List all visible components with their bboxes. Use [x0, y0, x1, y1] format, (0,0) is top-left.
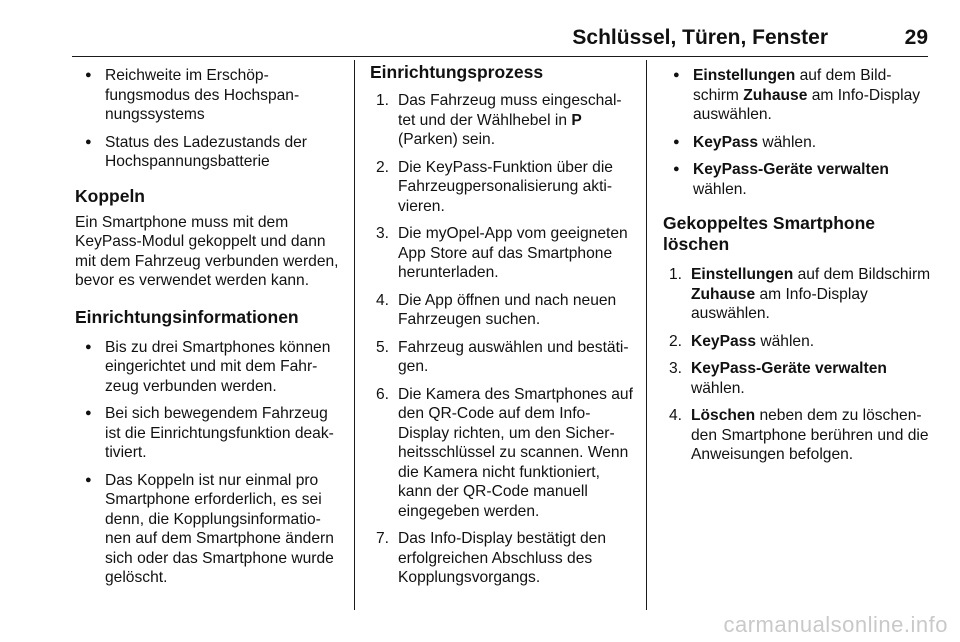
list-item — [669, 265, 933, 324]
bold-term: Einstellungen — [691, 266, 794, 283]
bold-term: KeyPass — [693, 133, 759, 151]
step-text: Fahrzeug auswählen und bestäti-gen. — [398, 338, 629, 375]
step-text: Das Info-Display bestätigt den erfolgreichen Abschluss des Kopplungsvorgangs. — [398, 530, 607, 586]
delete-steps — [663, 265, 933, 465]
list-item — [663, 66, 933, 125]
bold-term: KeyPass-Geräte verwalten — [693, 161, 889, 178]
page-header — [72, 26, 928, 57]
item-text: wählen. — [693, 180, 747, 198]
column-2 — [370, 62, 635, 596]
page-number: 29 — [904, 26, 928, 49]
watermark: carmanualsonline.info — [723, 612, 948, 637]
bold-term: Zuhause — [743, 86, 808, 104]
list-item: ● Reichweite im Erschöp-fungsmodus des Hochspan-nungssystems — [75, 66, 343, 125]
item-text: neben dem zu löschen-den Smartphone berühren und die Anweisungen befolgen. — [691, 407, 929, 463]
item-text: am Info-Display auswählen. — [691, 285, 868, 322]
section-heading-koppeln: Koppeln — [75, 185, 145, 206]
list-item — [376, 91, 635, 150]
bold-term: KeyPass — [691, 332, 757, 350]
bold-term: Löschen — [691, 407, 756, 424]
step-text: Die App öffnen und nach neuen Fahrzeugen suchen. — [398, 291, 617, 328]
list-item — [376, 338, 635, 377]
item-text: wählen. — [758, 133, 817, 151]
list-item — [376, 385, 635, 522]
list-item — [669, 359, 933, 398]
list-item — [376, 529, 635, 588]
step-number: 2. — [376, 158, 390, 176]
list-item — [376, 158, 635, 217]
list-item — [669, 332, 933, 352]
step-bold: P — [571, 111, 582, 129]
step-number: 3. — [669, 360, 683, 377]
bold-term: Einstellungen — [693, 67, 796, 84]
list-item — [663, 133, 933, 153]
step-number: 2. — [669, 332, 683, 350]
item-text: auf dem Bild-schirm — [693, 67, 892, 104]
list-item: ● Bis zu drei Smartphones können eingerichtet und mit dem Fahr-zeug verbunden werden. — [75, 338, 343, 397]
bullet-list-top — [75, 66, 343, 172]
bullet-list-info — [75, 338, 343, 588]
item-text: auf dem Bildschirm — [793, 266, 931, 283]
item-text: wählen. — [756, 332, 815, 350]
bullet-list-settings — [663, 66, 933, 199]
koppeln-paragraph: Ein Smartphone muss mit dem KeyPass-Modul gekoppelt und dann mit dem Fahrzeug verbunden werden, bevor es verwendet werden kann. — [75, 213, 339, 289]
bold-term: Zuhause — [691, 285, 756, 303]
step-text: Das Fahrzeug muss eingeschal-tet und der Wählhebel in — [398, 92, 622, 129]
step-number: 4. — [376, 291, 390, 309]
step-number: 6. — [376, 385, 390, 403]
step-text: Die KeyPass-Funktion über die Fahrzeugpersonalisierung akti-vieren. — [398, 158, 613, 215]
list-item — [669, 406, 933, 465]
step-text: (Parken) sein. — [398, 131, 496, 148]
step-number: 3. — [376, 225, 390, 242]
section-heading-info: Einrichtungsinformationen — [75, 306, 299, 327]
step-text: Die Kamera des Smartphones auf den QR-Code auf dem Info-Display richten, um den Sicher-heitsschlüssel zu scannen. Wenn die Kamera nicht funktioniert, kann der QR-Code manuell eingegeben werden. — [398, 385, 633, 520]
list-item: ● Status des Ladezustands der Hochspannungsbatterie — [75, 133, 343, 172]
bold-term: KeyPass-Geräte verwalten — [691, 360, 887, 377]
header-title: Schlüssel, Türen, Fenster — [572, 26, 828, 49]
list-item — [663, 160, 933, 199]
section-heading-delete: Gekoppeltes Smartphone löschen — [663, 213, 875, 254]
column-divider — [354, 60, 355, 610]
list-item: ● Bei sich bewegendem Fahrzeug ist die Einrichtungsfunktion deak-tiviert. — [75, 404, 343, 463]
list-item — [376, 291, 635, 330]
step-number: 5. — [376, 338, 390, 356]
item-text: am Info-Display auswählen. — [693, 86, 921, 123]
column-3 — [663, 62, 933, 473]
section-heading-process: Einrichtungsprozess — [370, 62, 544, 82]
list-item: ● Das Koppeln ist nur einmal pro Smartphone erforderlich, es sei denn, die Kopplungsinformatio-nen auf dem Smartphone ändern sich oder das Smartphone wurde gelöscht. — [75, 471, 343, 588]
list-item — [376, 224, 635, 283]
step-number: 7. — [376, 530, 390, 547]
column-1 — [75, 62, 343, 596]
step-number: 1. — [669, 266, 683, 283]
step-number: 1. — [376, 92, 390, 109]
step-number: 4. — [669, 407, 683, 424]
column-divider — [646, 60, 647, 610]
process-steps — [370, 91, 635, 588]
item-text: wählen. — [691, 379, 745, 397]
step-text: Die myOpel-App vom geeigneten App Store auf das Smartphone herunterladen. — [398, 225, 628, 281]
